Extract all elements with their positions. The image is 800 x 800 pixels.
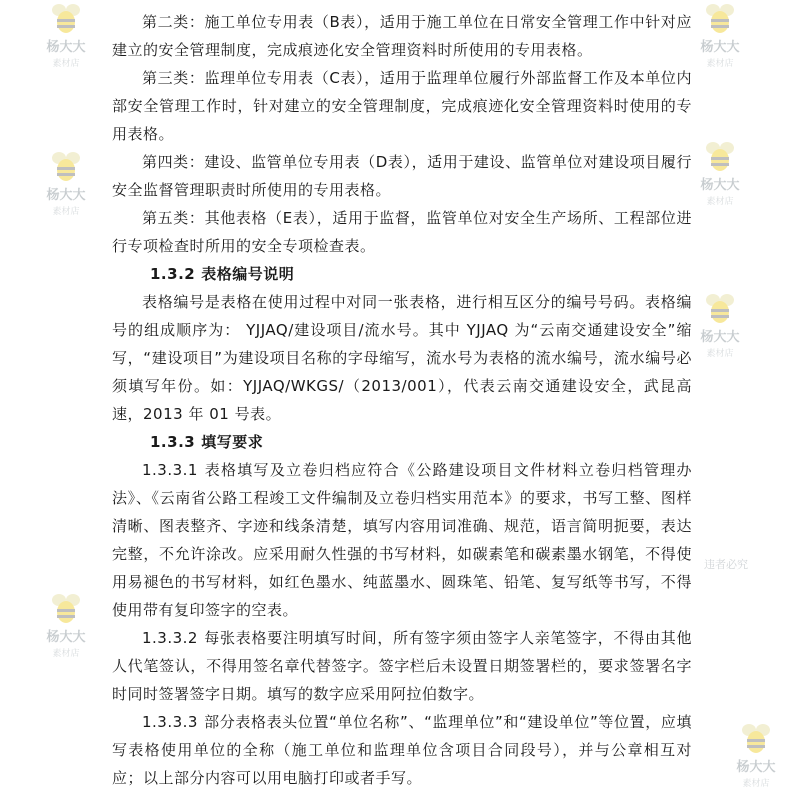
watermark-sub: 素材店 [706,59,734,69]
bee-icon [704,140,736,174]
section-title: 表格编号说明 [201,265,295,283]
watermark-logo [690,140,750,216]
watermark-logo [36,150,96,226]
watermark-logo [690,292,750,368]
item-number: 1.3.3.3 [142,713,198,731]
section-number: 1.3.2 [150,265,196,283]
watermark-sub: 素材店 [52,59,80,69]
watermark-brand: 杨大大 [46,188,86,203]
item-text: 每张表格要注明填写时间，所有签字须由签字人亲笔签字，不得由其他人代笔签认，不得用签名章代替签字。签字栏后未设置日期签署栏的，要求签署名字时同时签署签字日期。填写的数字应采用阿拉伯数字。 [112,629,692,703]
paragraph-category-c: 第三类：监理单位专用表（C表），适用于监理单位履行外部监督工作及本单位内部安全管理工作时，针对建立的安全管理制度，完成痕迹化安全管理资料时使用的专用表格。 [112,69,692,143]
paragraph-category-d: 第四类：建设、监管单位专用表（D表），适用于建设、监管单位对建设项目履行安全监督管理职责时所使用的专用表格。 [112,153,692,199]
watermark-brand: 杨大大 [700,40,740,55]
watermark-sub: 素材店 [52,207,80,217]
item-number: 1.3.3.1 [142,461,198,479]
item-text: 部分表格表头位置“单位名称”、“监理单位”和“建设单位”等位置，应填写表格使用单位的全称（施工单位和监理单位含项目合同段号），并与公章相互对应；以上部分内容可以用电脑打印或者手写。 [112,713,692,787]
section-heading-1-3-2 [112,260,692,288]
watermark-logo [36,592,96,668]
document-body [112,8,692,792]
watermark-brand: 杨大大 [46,630,86,645]
watermark-brand: 杨大大 [700,330,740,345]
watermark-note: 违者必究 [704,558,748,571]
item-text: 表格填写及立卷归档应符合《公路建设项目文件材料立卷归档管理办法》、《云南省公路工程竣工文件编制及立卷归档实用范本》的要求，书写工整、图样清晰、图表整齐、字迹和线条清楚，填写内容用词准确、规范，语言简明扼要，表达完整，不允许涂改。应采用耐久性强的书写材料，如碳素笔和碳素墨水钢笔，不得使用易褪色的书写材料，如红色墨水、纯蓝墨水、圆珠笔、铅笔、复写纸等书写，不得使用带有复印签字的空表。 [112,461,692,619]
bee-icon [50,592,82,626]
paragraph-category-e: 第五类：其他表格（E表），适用于监督，监管单位对安全生产场所、工程部位进行专项检查时所用的安全专项检查表。 [112,209,692,255]
watermark-logo [36,2,96,78]
section-number: 1.3.3 [150,433,196,451]
watermark-logo [690,2,750,78]
section-title: 填写要求 [201,433,264,451]
bee-icon [740,722,772,756]
watermark-logo [726,722,786,798]
item-number: 1.3.3.2 [142,629,198,647]
paragraph-category-b: 第二类：施工单位专用表（B表），适用于施工单位在日常安全管理工作中针对应建立的安全管理制度，完成痕迹化安全管理资料时所使用的专用表格。 [112,13,692,59]
watermark-brand: 杨大大 [736,760,776,775]
bee-icon [704,292,736,326]
paragraph-1-3-3-2 [112,624,692,708]
bee-icon [50,2,82,36]
watermark-sub: 素材店 [742,779,770,789]
watermark-brand: 杨大大 [46,40,86,55]
section-heading-1-3-3 [112,428,692,456]
paragraph-numbering: 表格编号是表格在使用过程中对同一张表格，进行相互区分的编号号码。表格编号的组成顺序为： YJJAQ/建设项目/流水号。其中 YJJAQ 为“云南交通建设安全”缩写，“建设项目”为建设项目名称的字母缩写，流水号为表格的流水编号，流水编号必须填写年份。如：YJJAQ/WKGS/（2013/001），代表云南交通建设安全，武昆高速，2013 年 01 号表。 [112,293,692,423]
paragraph-1-3-3-1 [112,456,692,624]
bee-icon [50,150,82,184]
watermark-brand: 杨大大 [700,178,740,193]
watermark-sub: 素材店 [52,649,80,659]
watermark-sub: 素材店 [706,349,734,359]
watermark-sub: 素材店 [706,197,734,207]
bee-icon [704,2,736,36]
paragraph-1-3-3-3 [112,708,692,792]
